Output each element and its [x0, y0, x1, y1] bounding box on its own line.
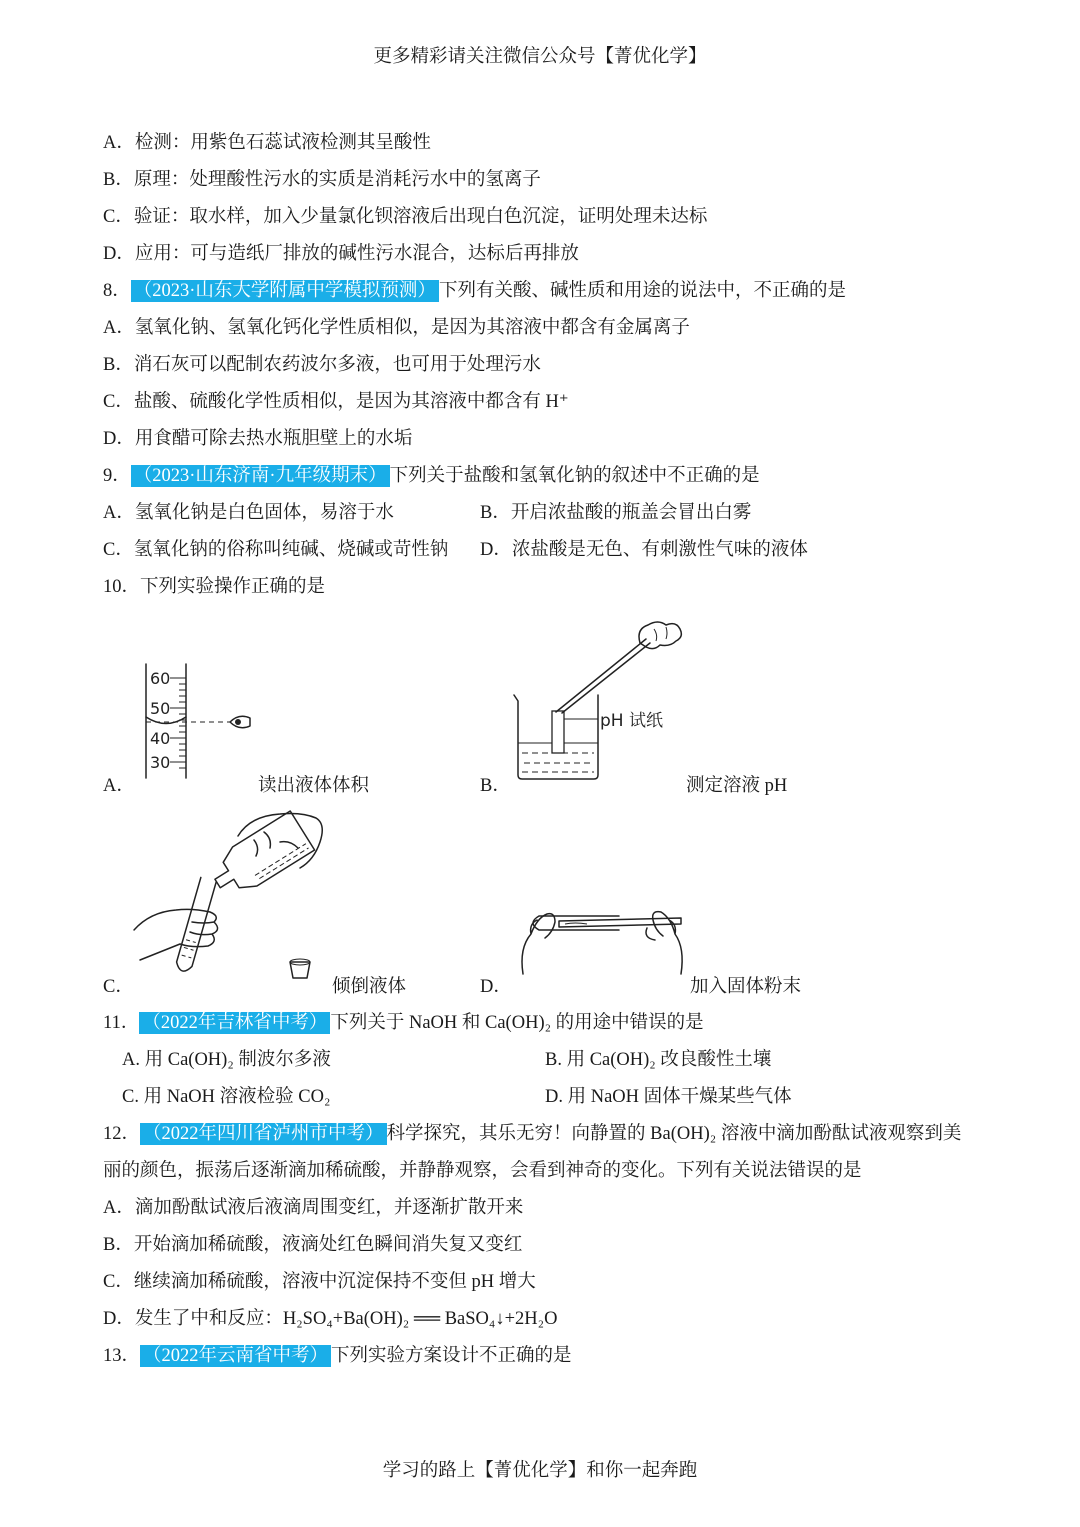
q11-stem-line	[103, 1011, 704, 1035]
q13-stem-line	[103, 1344, 572, 1368]
q8-option-a: A．氢氧化钠、氢氧化钙化学性质相似，是因为其溶液中都含有金属离子	[103, 318, 690, 338]
q7-option-c: C．验证：取水样，加入少量氯化钡溶液后出现白色沉淀，证明处理未达标	[103, 207, 708, 227]
q10-option-d-label: D．	[480, 977, 512, 997]
page-footer: 学习的路上【菁优化学】和你一起奔跑	[382, 1461, 698, 1481]
q9-option-a: A．氢氧化钠是白色固体，易溶于水	[103, 503, 394, 523]
q9-option-d: D．浓盐酸是无色、有刺激性气味的液体	[480, 540, 808, 560]
ph-test-figure	[508, 615, 693, 785]
source-badge: （2023·山东济南·九年级期末）	[131, 465, 390, 487]
q10-option-c-caption: 倾倒液体	[332, 977, 407, 997]
graduated-cylinder-figure	[130, 660, 260, 780]
question-stem: 科学探究，其乐无穷！向静置的 Ba(OH)₂ 溶液中滴加酚酞试液观察到美	[386, 1124, 962, 1144]
q10-option-c-label: C．	[103, 977, 134, 997]
left-hand-icon	[134, 909, 218, 960]
question-number: 9．	[103, 466, 131, 486]
cylinder-minor-ticks	[179, 684, 186, 768]
question-stem: 下列关于盐酸和氢氧化钠的叙述中不正确的是	[389, 466, 760, 486]
tick-label-40: 40	[150, 729, 171, 748]
question-number: 12．	[103, 1124, 141, 1144]
test-tube	[175, 877, 217, 973]
page-header: 更多精彩请关注微信公众号【菁优化学】	[373, 47, 707, 67]
question-stem: 下列实验方案设计不正确的是	[331, 1346, 572, 1366]
q12-option-c: C．继续滴加稀硫酸，溶液中沉淀保持不变但 pH 增大	[103, 1272, 536, 1292]
source-badge: （2022年云南省中考）	[140, 1345, 331, 1367]
q10-stem-line	[103, 575, 325, 599]
q8-option-d: D．用食醋可除去热水瓶胆壁上的水垢	[103, 429, 413, 449]
q11-option-c: C. 用 NaOH 溶液检验 CO₂	[122, 1087, 331, 1107]
q9-option-b: B．开启浓盐酸的瓶盖会冒出白雾	[480, 503, 752, 523]
powder	[565, 923, 587, 924]
q12-option-d: D．发生了中和反应：H₂SO₄+Ba(OH)₂ ══ BaSO₄↓+2H₂O	[103, 1309, 558, 1329]
q10-option-b-label: B．	[480, 776, 511, 796]
question-stem: 下列关于 NaOH 和 Ca(OH)₂ 的用途中错误的是	[330, 1013, 704, 1033]
ph-strip-label: pH 试纸	[600, 711, 663, 731]
q8-option-c: C．盐酸、硫酸化学性质相似，是因为其溶液中都含有 H⁺	[103, 392, 569, 412]
left-hand-icon	[522, 914, 555, 974]
question-stem: 下列实验操作正确的是	[140, 577, 326, 597]
q12-option-a: A．滴加酚酞试液后液滴周围变红，并逐渐扩散开来	[103, 1198, 524, 1218]
q10-option-b-caption: 测定溶液 pH	[686, 776, 788, 796]
q12-stem-line-1	[103, 1122, 961, 1146]
q7-option-d: D．应用：可与造纸厂排放的碱性污水混合，达标后再排放	[103, 244, 579, 264]
q9-stem-line	[103, 464, 760, 488]
ph-strip	[552, 711, 564, 753]
q10-option-a-label: A．	[103, 776, 135, 796]
pouring-liquid-figure	[130, 812, 330, 984]
reagent-bottle	[205, 811, 314, 903]
eye-pupil	[235, 719, 241, 725]
source-badge: （2023·山东大学附属中学模拟预测）	[131, 280, 439, 302]
question-number: 10．	[103, 577, 141, 597]
tweezers	[556, 639, 650, 713]
question-number: 11．	[103, 1013, 140, 1033]
right-hand-icon	[646, 912, 682, 974]
question-number: 8．	[103, 281, 131, 301]
q10-option-a-caption: 读出液体体积	[258, 776, 370, 796]
q8-stem-line	[103, 279, 846, 303]
paper-trough	[559, 918, 681, 927]
q12-stem-line-2: 丽的颜色，振荡后逐渐滴加稀硫酸，并静静观察，会看到神奇的变化。下列有关说法错误的是	[103, 1161, 862, 1181]
q8-option-b: B．消石灰可以配制农药波尔多液，也可用于处理污水	[103, 355, 541, 375]
source-badge: （2022年四川省泸州市中考）	[140, 1123, 387, 1145]
q12-option-b: B．开始滴加稀硫酸，液滴处红色瞬间消失复又变红	[103, 1235, 523, 1255]
hand-fingers	[654, 627, 667, 641]
question-stem: 下列有关酸、碱性质和用途的说法中，不正确的是	[438, 281, 846, 301]
tick-label-60: 60	[150, 669, 171, 688]
hand-icon	[639, 622, 681, 649]
add-powder-figure	[515, 878, 690, 978]
tick-label-30: 30	[150, 753, 171, 772]
q11-option-a: A. 用 Ca(OH)₂ 制波尔多液	[122, 1050, 331, 1070]
liquid-fill	[522, 753, 594, 772]
question-number: 13．	[103, 1346, 141, 1366]
q10-option-d-caption: 加入固体粉末	[690, 977, 802, 997]
source-badge: （2022年吉林省中考）	[139, 1012, 330, 1034]
q7-option-b: B．原理：处理酸性污水的实质是消耗污水中的氢离子	[103, 170, 541, 190]
tick-label-50: 50	[150, 699, 171, 718]
q9-option-c: C．氢氧化钠的俗称叫纯碱、烧碱或苛性钠	[103, 540, 449, 560]
q11-option-b: B. 用 Ca(OH)₂ 改良酸性土壤	[545, 1050, 772, 1070]
q11-option-d: D. 用 NaOH 固体干燥某些气体	[545, 1087, 792, 1107]
q7-option-a: A．检测：用紫色石蕊试液检测其呈酸性	[103, 133, 431, 153]
